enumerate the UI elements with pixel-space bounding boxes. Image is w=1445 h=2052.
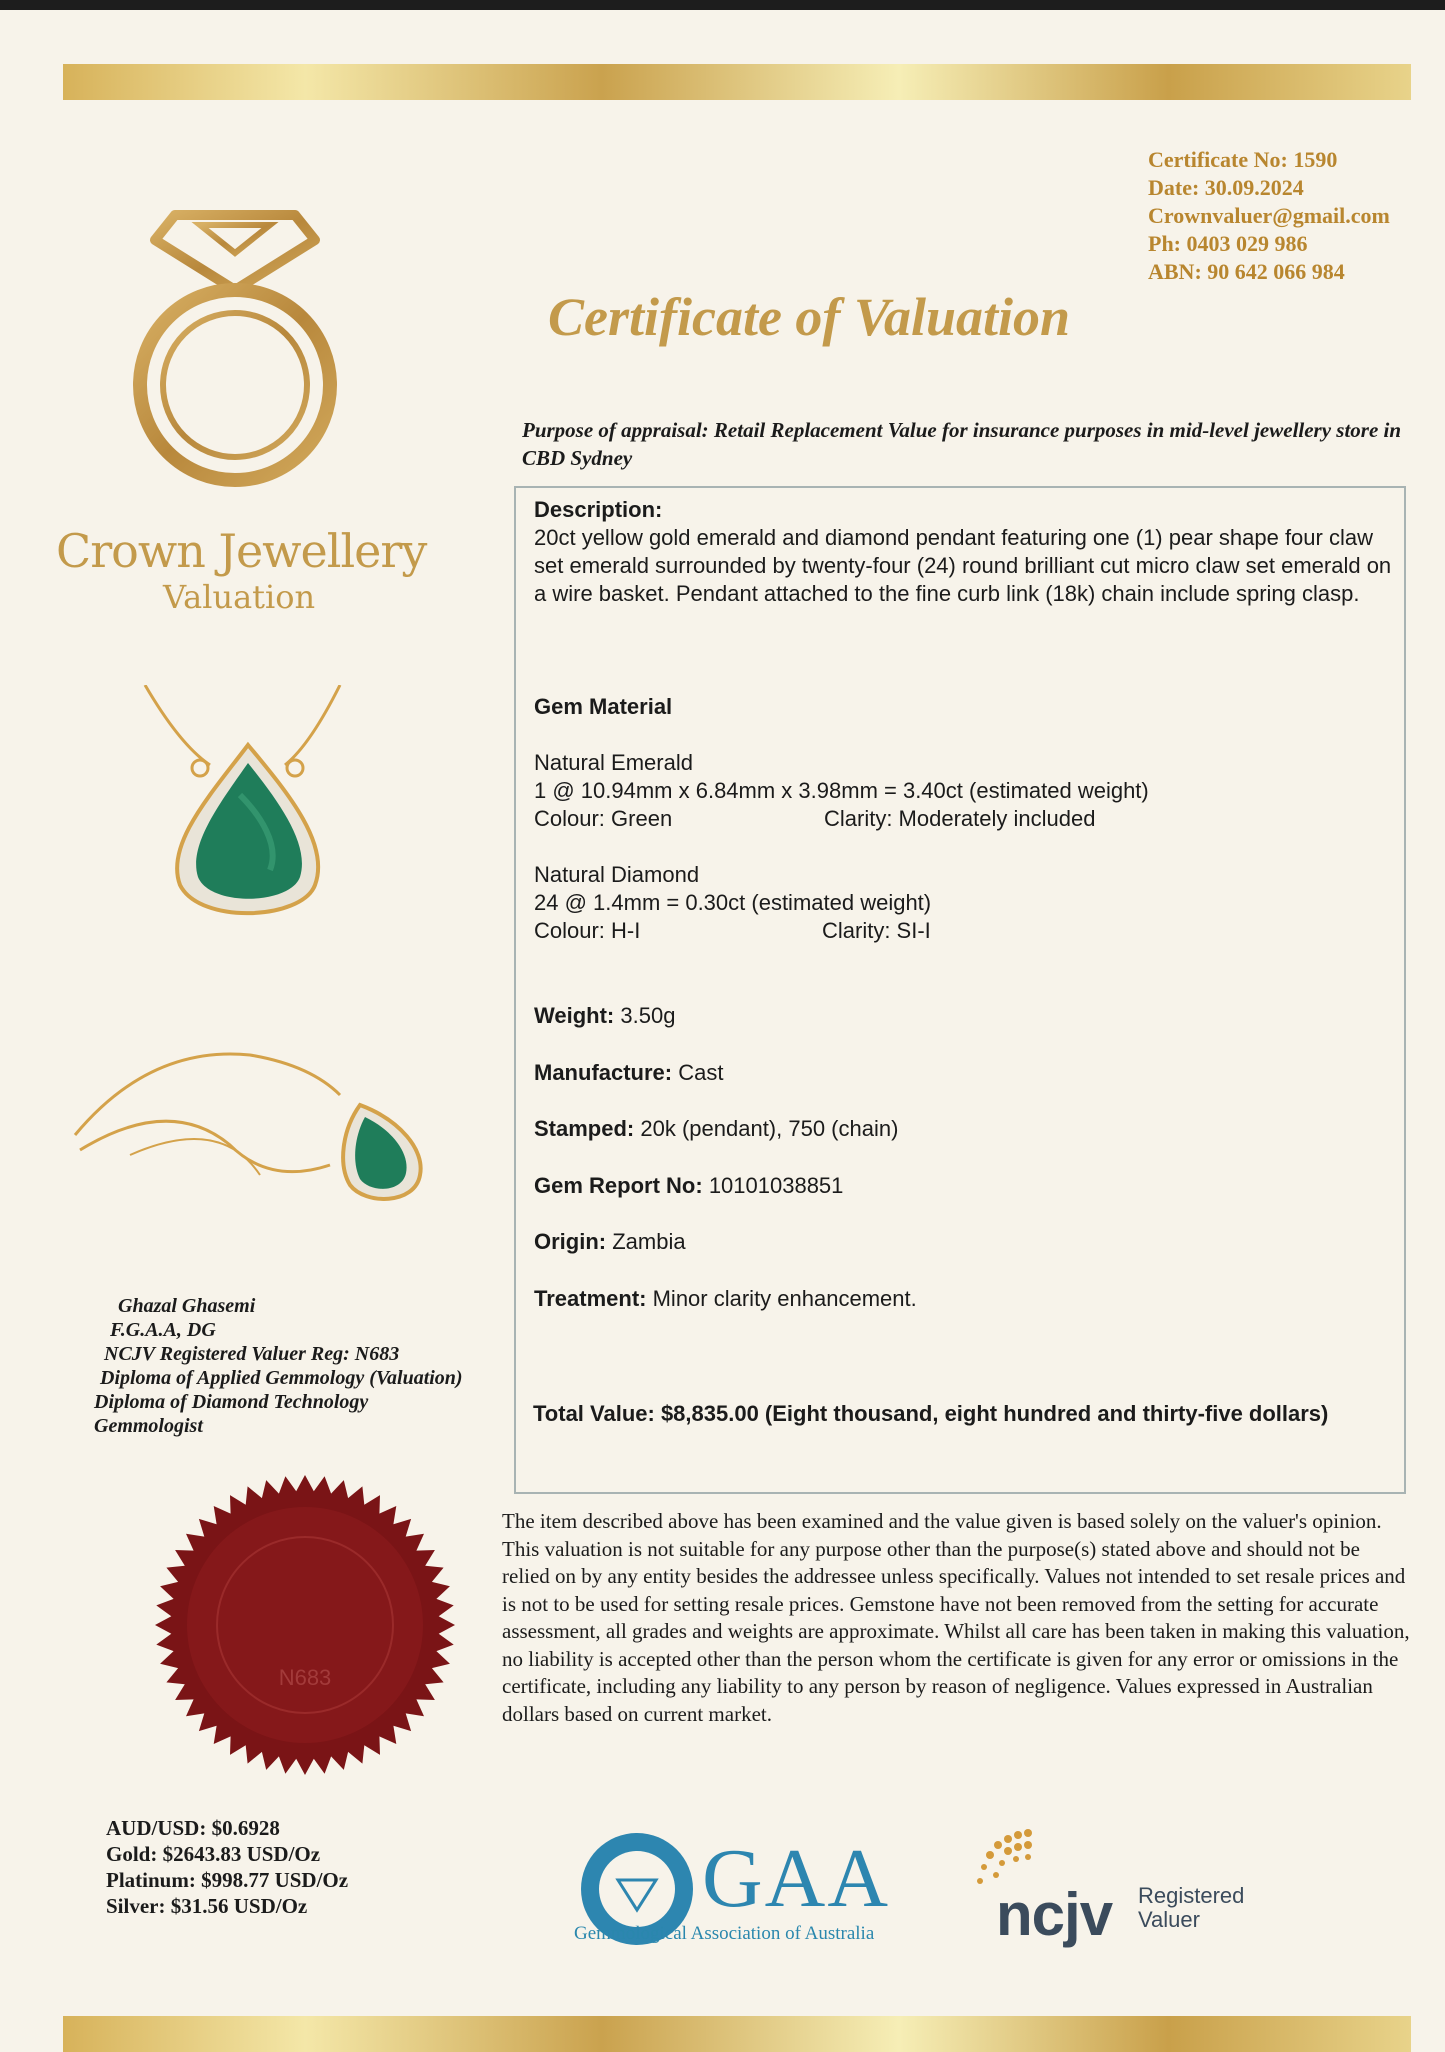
crown-ring-logo-icon	[120, 205, 350, 495]
disclaimer-text: The item described above has been examined and the value given is based solely on the valuer's opinion. This valuation is not suitable for any purpose other than the purpose(s) stated above and should not be relied on by any entity besides the addressee unless specifically. Values not intended to set resale prices and is not to be used for setting resale prices. Gemstone have not been removed from the setting for accurate assessment, all grades and weights are approximate. Whilst all care has been taken in making this valuation, no liability is accepted other than the person whom the certificate is given for any error or omissions in the certificate, including any liability to any person by reason of negligence. Values expressed in Australian dollars based on current market.	[502, 1509, 1410, 1726]
gem-report-value: 10101038851	[708, 1173, 844, 1198]
wax-seal-icon	[150, 1470, 460, 1780]
valuer-role: Gemmologist	[94, 1415, 203, 1437]
certificate-abn: ABN: 90 642 066 984	[1148, 259, 1345, 284]
valuation-details-box	[514, 486, 1406, 1494]
brand-name: Crown Jewellery	[56, 524, 427, 578]
purpose-of-appraisal: Purpose of appraisal: Retail Replacement Value for insurance purposes in mid-level jewellery store in CBD Sydney	[522, 418, 1402, 470]
ncjv-valuer: Valuer	[1138, 1907, 1200, 1932]
certificate-email: Crownvaluer@gmail.com	[1148, 203, 1390, 228]
bottom-gold-band	[63, 2016, 1411, 2052]
treatment-value: Minor clarity enhancement.	[652, 1286, 917, 1311]
stamped-row	[534, 1116, 898, 1142]
pendant-photo-side	[70, 1035, 440, 1210]
origin-label: Origin:	[534, 1229, 607, 1254]
top-gold-band	[63, 64, 1411, 100]
rate-silver: Silver: $31.56 USD/Oz	[106, 1894, 308, 1918]
page-title: Certificate of Valuation	[548, 287, 1071, 347]
rate-platinum: Platinum: $998.77 USD/Oz	[106, 1868, 349, 1892]
rate-aud-usd: AUD/USD: $0.6928	[106, 1816, 280, 1840]
emerald-size: 1 @ 10.94mm x 6.84mm x 3.98mm = 3.40ct (estimated weight)	[534, 778, 1149, 803]
origin-row	[534, 1229, 686, 1255]
top-border	[0, 0, 1445, 10]
valuer-diploma-diamond: Diploma of Diamond Technology	[94, 1391, 369, 1413]
description-label: Description:	[534, 497, 663, 522]
emerald-clarity: Clarity: Moderately included	[824, 806, 1096, 831]
manufacture-row	[534, 1060, 724, 1086]
ncjv-registered-valuer	[1138, 1884, 1244, 1932]
gem-report-label: Gem Report No:	[534, 1173, 703, 1198]
certificate-date: Date: 30.09.2024	[1148, 175, 1304, 200]
origin-value: Zambia	[612, 1229, 686, 1254]
stamped-value: 20k (pendant), 750 (chain)	[640, 1116, 899, 1141]
treatment-label: Treatment:	[534, 1286, 647, 1311]
diamond-clarity: Clarity: SI-I	[822, 918, 931, 943]
certificate-info	[1148, 146, 1438, 286]
certificate-number: Certificate No: 1590	[1148, 147, 1338, 172]
weight-label: Weight:	[534, 1003, 615, 1028]
manufacture-label: Manufacture:	[534, 1060, 673, 1085]
valuer-registration: NCJV Registered Valuer Reg: N683	[104, 1343, 400, 1365]
ncjv-logo-text: ncjv	[996, 1881, 1113, 1948]
rate-gold: Gold: $2643.83 USD/Oz	[106, 1842, 321, 1866]
valuer-qualifications: F.G.A.A, DG	[110, 1319, 216, 1341]
stamped-label: Stamped:	[534, 1116, 635, 1141]
emerald-name: Natural Emerald	[534, 750, 693, 775]
valuer-diploma-gemmology: Diploma of Applied Gemmology (Valuation)	[100, 1367, 463, 1389]
gem-report-row	[534, 1173, 843, 1199]
treatment-row	[534, 1286, 917, 1312]
diamond-colour: Colour: H-I	[534, 918, 641, 943]
diamond-size: 24 @ 1.4mm = 0.30ct (estimated weight)	[534, 890, 932, 915]
manufacture-value: Cast	[678, 1060, 724, 1085]
gem-material-heading: Gem Material	[534, 694, 673, 719]
weight-value: 3.50g	[620, 1003, 676, 1028]
brand-subtitle: Valuation	[163, 578, 316, 616]
gaa-full-name: Gemmological Association of Australia	[574, 1923, 875, 1944]
seal-registration: N683	[278, 1665, 332, 1690]
diamond-name: Natural Diamond	[534, 862, 700, 887]
ncjv-registered: Registered	[1138, 1883, 1245, 1908]
valuer-name: Ghazal Ghasemi	[118, 1295, 256, 1317]
total-value: Total Value: $8,835.00 (Eight thousand, eight hundred and thirty-five dollars)	[533, 1401, 1329, 1426]
description-text: 20ct yellow gold emerald and diamond pendant featuring one (1) pear shape four claw set emerald surrounded by twenty-four (24) round brilliant cut micro claw set emerald on a wire basket. Pendant attached to the fine curb link (18k) chain include spring clasp.	[534, 525, 1392, 606]
valuer-block	[94, 1294, 518, 1438]
gaa-logo-text: GAA	[702, 1832, 890, 1925]
metal-rates	[106, 1815, 446, 1919]
emerald-colour: Colour: Green	[534, 806, 673, 831]
description-block	[534, 496, 1394, 608]
weight-row	[534, 1003, 675, 1029]
certificate-phone: Ph: 0403 029 986	[1148, 231, 1308, 256]
pendant-photo-front	[140, 685, 350, 930]
